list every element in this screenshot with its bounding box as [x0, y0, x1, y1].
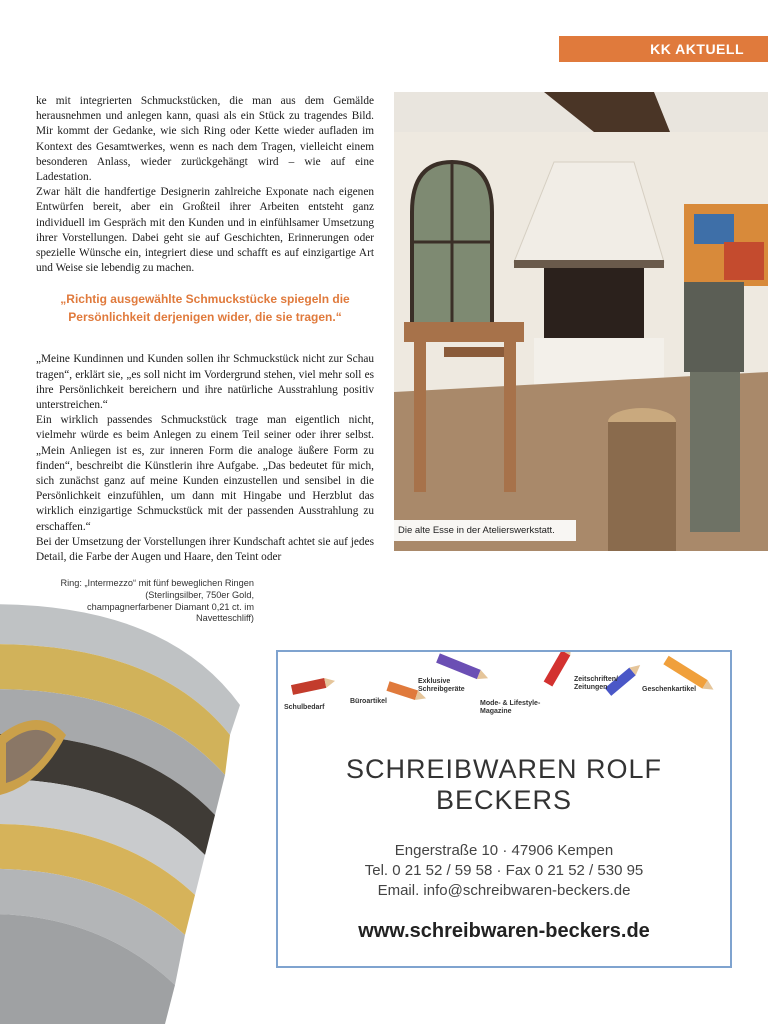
ad-category: Exklusive Schreibgeräte — [418, 678, 465, 693]
ad-phone: Tel. 0 21 52 / 59 58 · Fax 0 21 52 / 530 95 — [364, 862, 644, 879]
pull-quote: „Richtig ausgewählte Schmuckstücke spiegeln die Persönlichkeit derjenigen wider, die sie tragen.“ — [60, 292, 350, 325]
ad-category: Mode- & Lifestyle-Magazine — [480, 700, 541, 715]
ad-category: Zeitschriften/ Zeitungen — [574, 676, 618, 691]
article-paragraph: Ein wirklich passendes Schmuckstück trage man eigentlich nicht, vielmehr würde es beim Anlegen zu einem Teil seiner oder ihrer selbst. „Mein Anliegen ist es, zur inneren Form die analoge äußere Form zu finden“, beschreibt die Künstlerin ihre Aufgabe. „Das bedeutet für mich, sich zunächst ganz auf meine Kunden einzustellen und sensibel in die Persönlichkeit einzufühlen, um dann mit Hingabe und Herzblut das wirklich einzigartige Schmuckstück mit der passenden Ausstrahlung zu erschaffen.“ — [36, 414, 374, 533]
article-paragraph: Bei der Umsetzung der Vorstellungen ihrer Kundschaft achtet sie auf jedes Detail, die Farbe der Augen und Haare, den Teint oder — [36, 535, 374, 564]
section-tag: KK AKTUELL — [559, 36, 768, 62]
ad-email[interactable]: Email. info@schreibwaren-beckers.de — [377, 882, 631, 899]
article-paragraph: Zwar hält die handfertige Designerin zahlreiche Exponate nach eigenen Entwürfen bereit, aber ein Großteil ihrer Arbeiten entsteht ganz individuell im Gespräch mit den Kunden und in einfühlsamer Umsetzung ihrer Vorstellungen. Dabei geht sie auf Geschichten, Erinnerungen oder spezielle Wünsche ein, integriert diese und schafft es auf einzigartige Art und Weise sie lebendig zu machen. — [36, 186, 374, 275]
article-paragraph: „Meine Kundinnen und Kunden sollen ihr Schmuckstück nicht zur Schau tragen“, erklärt sie, „es soll nicht im Vordergrund stehen, viel mehr soll es ihre Persönlichkeit bereichern und ihre natürliche Ausstrahlung positiv unterstreichen.“ — [36, 353, 374, 412]
photo-caption: Die alte Esse in der Atelierswerkstatt. — [394, 520, 576, 541]
ad-website[interactable]: www.schreibwaren-beckers.de — [358, 920, 650, 942]
ad-category: Schulbedarf — [284, 704, 325, 711]
atelier-photo — [394, 92, 768, 551]
ad-category: Geschenkartikel — [642, 686, 697, 693]
ring-photo — [0, 585, 250, 1024]
ad-address: Engerstraße 10 · 47906 Kempen — [394, 842, 614, 859]
ad-company-name: SCHREIBWAREN ROLF BECKERS — [345, 754, 663, 815]
ad-category: Büroartikel — [350, 698, 387, 705]
article-body — [36, 94, 374, 565]
article-paragraph: ke mit integrierten Schmuckstücken, die man aus dem Gemälde herausnehmen und anlegen kann, quasi als ein Stück zu tragendes Bild. Mir kommt der Gedanke, wie sich Ring oder Kette wieder aufladen im Kontext des Gesamtwerkes, wenn es nach dem Tragen, vielleicht einem besonderen Anlass, wieder zurückgehängt wird – wie auf eine Ladestation. — [36, 95, 374, 184]
ring-caption: Ring: „Intermezzo“ mit fünf beweglichen Ringen (Sterlingsilber, 750er Gold, champagnerfarbener Diamant 0,21 ct. im Navetteschliff) — [60, 578, 254, 624]
advertisement — [276, 650, 732, 968]
